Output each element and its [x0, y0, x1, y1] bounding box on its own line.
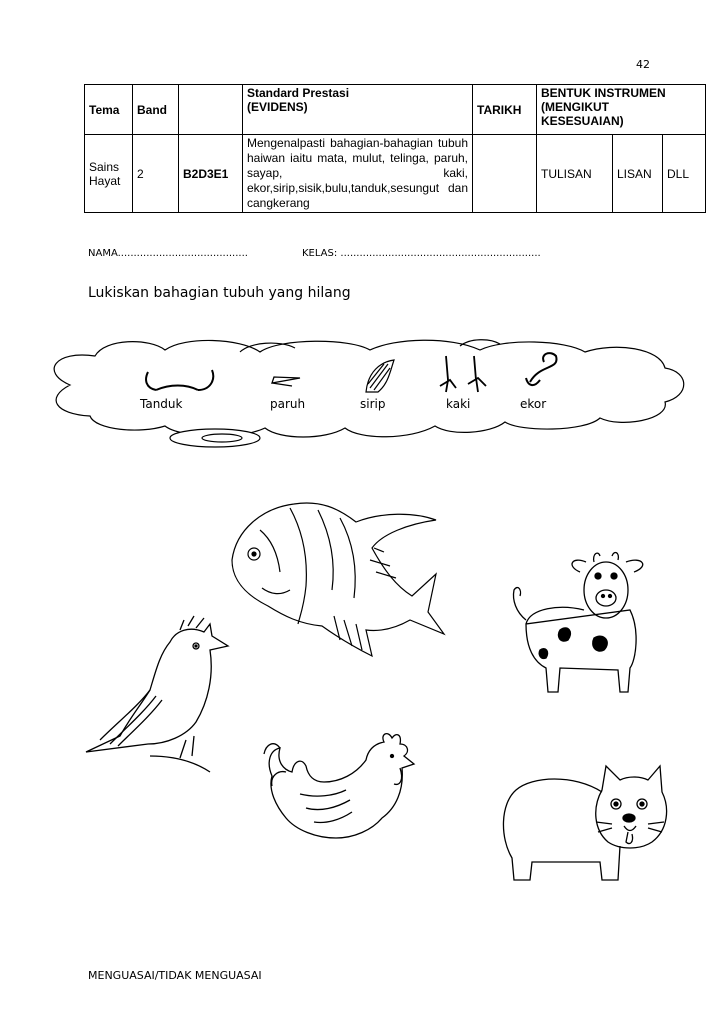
cell-evidens: Mengenalpasti bahagian-bahagian tubuh haiwan iaitu mata, mulut, telinga, paruh, sayap, kaki, ekor,sirip,sisik,bulu,tanduk,sesungut dan cangkerang	[243, 135, 473, 213]
cell-band: 2	[133, 135, 179, 213]
cat-drawing	[503, 766, 666, 880]
header-bentuk-instrumen: BENTUK INSTRUMEN (MENGIKUT KESESUAIAN)	[537, 85, 706, 135]
cell-instrumen-lisan[interactable]: LISAN	[613, 135, 663, 213]
cow-drawing	[514, 553, 643, 692]
word-cloud	[54, 340, 684, 447]
cell-instrumen-dll[interactable]: DLL	[663, 135, 706, 213]
header-standard-prestasi: Standard Prestasi (EVIDENS)	[243, 85, 473, 135]
fish-drawing	[232, 503, 444, 656]
label-kaki: kaki	[446, 397, 471, 411]
footer-assessment: MENGUASAI/TIDAK MENGUASAI	[88, 969, 262, 982]
cell-kod: B2D3E1	[179, 135, 243, 213]
header-tarikh: TARIKH	[473, 85, 537, 135]
kelas-field[interactable]: KELAS: ...............................................................	[302, 248, 541, 259]
header-band: Band	[133, 85, 179, 135]
bird-drawing	[86, 616, 228, 772]
header-tema: Tema	[85, 85, 133, 135]
cell-instrumen-tulisan[interactable]: TULISAN	[537, 135, 613, 213]
cell-tema: Sains Hayat	[85, 135, 133, 213]
page-number: 42	[636, 58, 650, 71]
label-tanduk: Tanduk	[140, 397, 183, 411]
label-sirip: sirip	[360, 397, 386, 411]
rooster-drawing	[264, 734, 414, 838]
label-paruh: paruh	[270, 397, 306, 411]
label-ekor: ekor	[520, 397, 547, 411]
nama-field[interactable]: NAMA.........................................	[88, 248, 248, 259]
instruction-text: Lukiskan bahagian tubuh yang hilang	[88, 285, 351, 301]
